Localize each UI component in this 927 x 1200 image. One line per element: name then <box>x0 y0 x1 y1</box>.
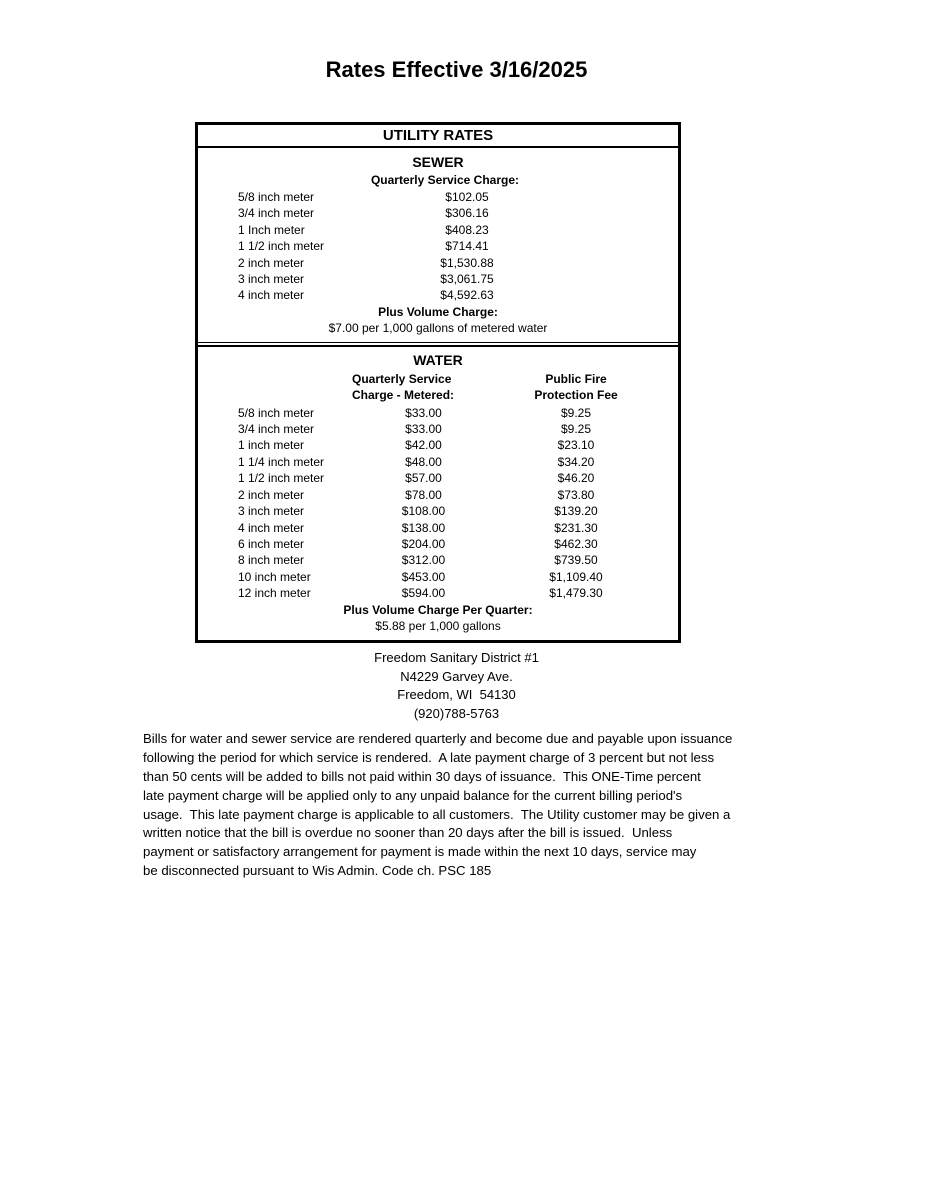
sewer-rows <box>198 189 678 304</box>
street-address: N4229 Garvey Ave. <box>400 668 513 684</box>
water-charge-value: $48.00 <box>405 454 442 469</box>
sewer-charge-value: $1,530.88 <box>440 255 494 270</box>
notice-line: late payment charge will be applied only to any unpaid balance for the current billing period's <box>143 787 683 803</box>
district-name: Freedom Sanitary District #1 <box>374 650 539 666</box>
meter-size-label: 1 1/2 inch meter <box>238 239 325 254</box>
utility-rates-table <box>195 122 681 643</box>
fire-protection-fee-value: $9.25 <box>560 422 592 437</box>
water-rate-row <box>198 421 678 437</box>
water-charge-value: $42.00 <box>405 438 442 453</box>
sewer-charge-value: $306.16 <box>445 206 489 221</box>
fire-protection-header-line1: Public Fire <box>545 371 607 386</box>
fire-protection-fee-value: $1,109.40 <box>549 569 603 584</box>
water-charge-value: $33.00 <box>405 405 442 420</box>
fire-protection-fee-value: $46.20 <box>557 471 595 486</box>
notice-line: following the period for which service is rendered. A late payment charge of 3 percent but not less <box>143 750 715 766</box>
sewer-charge-value: $408.23 <box>445 222 489 237</box>
table-title: UTILITY RATES <box>198 125 678 148</box>
fire-protection-fee-value: $1,479.30 <box>549 586 603 601</box>
sewer-rate-row <box>198 287 678 303</box>
fire-protection-fee-value: $9.25 <box>560 405 592 420</box>
fire-protection-fee-value: $231.30 <box>554 520 598 535</box>
sewer-rate-row <box>198 205 678 221</box>
water-rate-row <box>198 503 678 519</box>
quarterly-service-header-line2: Charge - Metered: <box>352 387 455 402</box>
fire-protection-header-line2: Protection Fee <box>534 387 618 402</box>
city-state-zip: Freedom, WI 54130 <box>397 687 516 703</box>
sewer-rate-row <box>198 238 678 254</box>
notice-line: written notice that the bill is overdue no sooner than 20 days after the bill is issued. Unless <box>143 825 673 841</box>
water-rate-row <box>198 569 678 585</box>
notice-line: be disconnected pursuant to Wis Admin. Code ch. PSC 185 <box>143 862 492 878</box>
water-charge-value: $108.00 <box>401 504 446 519</box>
water-rows <box>198 405 678 602</box>
sewer-charge-value: $4,592.63 <box>440 288 494 303</box>
sewer-charge-value: $714.41 <box>445 239 489 254</box>
fire-protection-fee-value: $462.30 <box>554 536 598 551</box>
notice-line: Bills for water and sewer service are rendered quarterly and become due and payable upon issuance <box>143 731 733 747</box>
meter-size-label: 10 inch meter <box>238 569 311 584</box>
billing-notice <box>143 730 783 880</box>
water-charge-value: $453.00 <box>401 569 446 584</box>
sewer-rate-row <box>198 189 678 205</box>
fire-protection-fee-value: $139.20 <box>554 504 598 519</box>
meter-size-label: 2 inch meter <box>238 255 305 270</box>
fire-protection-fee-value: $739.50 <box>554 553 598 568</box>
sewer-rate-row <box>198 271 678 287</box>
meter-size-label: 3/4 inch meter <box>238 422 315 437</box>
meter-size-label: 3 inch meter <box>238 272 305 287</box>
sewer-section <box>198 148 678 343</box>
phone-number: (920)788-5763 <box>413 705 500 721</box>
fire-protection-fee-value: $23.10 <box>557 438 595 453</box>
meter-size-label: 3 inch meter <box>238 504 305 519</box>
water-volume-rate: $5.88 per 1,000 gallons <box>375 618 501 633</box>
sewer-rate-row <box>198 222 678 238</box>
sewer-charge-header: Quarterly Service Charge: <box>370 173 520 187</box>
fire-protection-fee-value: $34.20 <box>557 454 595 469</box>
quarterly-service-header-line1: Quarterly Service <box>352 371 452 386</box>
water-rate-row <box>198 536 678 552</box>
document-page <box>0 57 913 881</box>
meter-size-label: 8 inch meter <box>238 553 305 568</box>
water-rate-row <box>198 487 678 503</box>
water-charge-value: $57.00 <box>405 471 442 486</box>
contact-block <box>0 649 913 723</box>
meter-size-label: 12 inch meter <box>238 586 311 601</box>
meter-size-label: 1 1/4 inch meter <box>238 454 325 469</box>
notice-line: payment or satisfactory arrangement for payment is made within the next 10 days, service may <box>143 844 697 860</box>
meter-size-label: 5/8 inch meter <box>238 405 315 420</box>
meter-size-label: 1 inch meter <box>238 438 305 453</box>
water-charge-value: $594.00 <box>401 586 446 601</box>
water-rate-row <box>198 520 678 536</box>
water-rate-row <box>198 552 678 568</box>
water-charge-value: $33.00 <box>405 422 442 437</box>
water-charge-value: $204.00 <box>401 536 446 551</box>
water-charge-value: $312.00 <box>401 553 446 568</box>
water-volume-header: Plus Volume Charge Per Quarter: <box>343 602 533 617</box>
meter-size-label: 4 inch meter <box>238 288 305 303</box>
sewer-volume-header: Plus Volume Charge: <box>378 304 498 319</box>
meter-size-label: 5/8 inch meter <box>238 190 315 204</box>
meter-size-label: 3/4 inch meter <box>238 206 315 221</box>
water-rate-row <box>198 405 678 421</box>
water-rate-row <box>198 454 678 470</box>
sewer-charge-value: $3,061.75 <box>440 272 494 287</box>
water-rate-row <box>198 437 678 453</box>
sewer-charge-value: $102.05 <box>445 190 489 204</box>
sewer-section-title: SEWER <box>412 154 464 170</box>
sewer-rate-row <box>198 255 678 271</box>
meter-size-label: 1 Inch meter <box>238 222 305 237</box>
water-section <box>198 345 678 641</box>
meter-size-label: 2 inch meter <box>238 487 305 502</box>
meter-size-label: 6 inch meter <box>238 536 305 551</box>
water-charge-value: $138.00 <box>401 520 446 535</box>
sewer-volume-rate: $7.00 per 1,000 gallons of metered water <box>328 321 548 336</box>
water-rate-row <box>198 470 678 486</box>
meter-size-label: 1 1/2 inch meter <box>238 471 325 486</box>
quarterly-service-column-header <box>352 371 482 403</box>
fire-protection-column-header <box>482 371 670 403</box>
water-charge-value: $78.00 <box>405 487 442 502</box>
meter-size-label: 4 inch meter <box>238 520 305 535</box>
page-title: Rates Effective 3/16/2025 <box>325 57 588 82</box>
fire-protection-fee-value: $73.80 <box>557 487 595 502</box>
notice-line: than 50 cents will be added to bills not paid within 30 days of issuance. This ONE-Time percent <box>143 768 701 784</box>
column-header-spacer <box>198 371 352 403</box>
water-section-title: WATER <box>413 351 463 368</box>
notice-line: usage. This late payment charge is applicable to all customers. The Utility customer may be given a <box>143 806 731 822</box>
water-rate-row <box>198 585 678 601</box>
water-column-headers <box>198 371 678 403</box>
